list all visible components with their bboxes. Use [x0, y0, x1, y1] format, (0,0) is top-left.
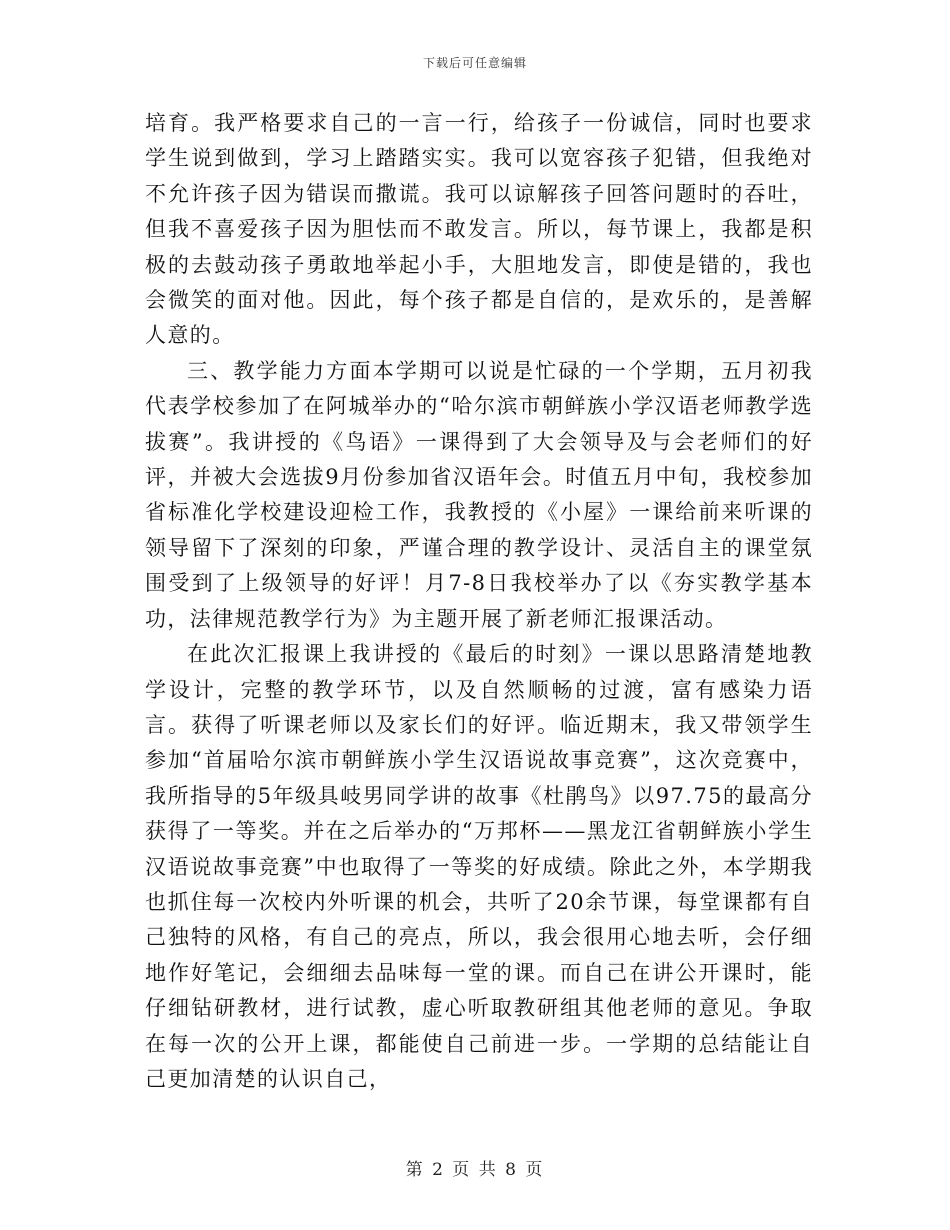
- document-body: [145, 106, 813, 1097]
- paragraph-3: 在此次汇报课上我讲授的《最后的时刻》一课以思路清楚地教学设计，完整的教学环节，以及自然顺畅的过渡，富有感染力语言。获得了听课老师以及家长们的好评。临近期末，我又带领学生参加“首届哈尔滨市朝鲜族小学生汉语说故事竞赛”，这次竞赛中，我所指导的5年级具岐男同学讲的故事《杜鹃鸟》以97.75的最高分获得了一等奖。并在之后举办的“万邦杯——黑龙江省朝鲜族小学生汉语说故事竞赛”中也取得了一等奖的好成绩。除此之外，本学期我也抓住每一次校内外听课的机会，共听了20余节课，每堂课都有自己独特的风格，有自己的亮点，所以，我会很用心地去听，会仔细地作好笔记，会细细去品味每一堂的课。而自己在讲公开课时，能仔细钻研教材，进行试教，虚心听取教研组其他老师的意见。争取在每一次的公开上课，都能使自己前进一步。一学期的总结能让自己更加清楚的认识自己，: [145, 642, 813, 1091]
- page-header: 下载后可任意编辑: [422, 56, 527, 70]
- paragraph-1: 培育。我严格要求自己的一言一行，给孩子一份诚信，同时也要求学生说到做到，学习上踏踏实实。我可以宽容孩子犯错，但我绝对不允许孩子因为错误而撒谎。我可以谅解孩子回答问题时的吞吐，但我不喜爱孩子因为胆怯而不敢发言。所以，每节课上，我都是积极的去鼓动孩子勇敢地举起小手，大胆地发言，即使是错的，我也会微笑的面对他。因此，每个孩子都是自信的，是欢乐的，是善解人意的。: [145, 111, 813, 348]
- paragraph-2: 三、教学能力方面本学期可以说是忙碌的一个学期，五月初我代表学校参加了在阿城举办的“哈尔滨市朝鲜族小学汉语老师教学选拔赛”。我讲授的《鸟语》一课得到了大会领导及与会老师们的好评，并被大会选拔9月份参加省汉语年会。时值五月中旬，我校参加省标准化学校建设迎检工作，我教授的《小屋》一课给前来听课的领导留下了深刻的印象，严谨合理的教学设计、灵活自主的课堂氛围受到了上级领导的好评！月7-8日我校举办了以《夯实教学基本功，法律规范教学行为》为主题开展了新老师汇报课活动。: [145, 358, 813, 631]
- page-footer: 第 2 页 共 8 页: [405, 1160, 545, 1180]
